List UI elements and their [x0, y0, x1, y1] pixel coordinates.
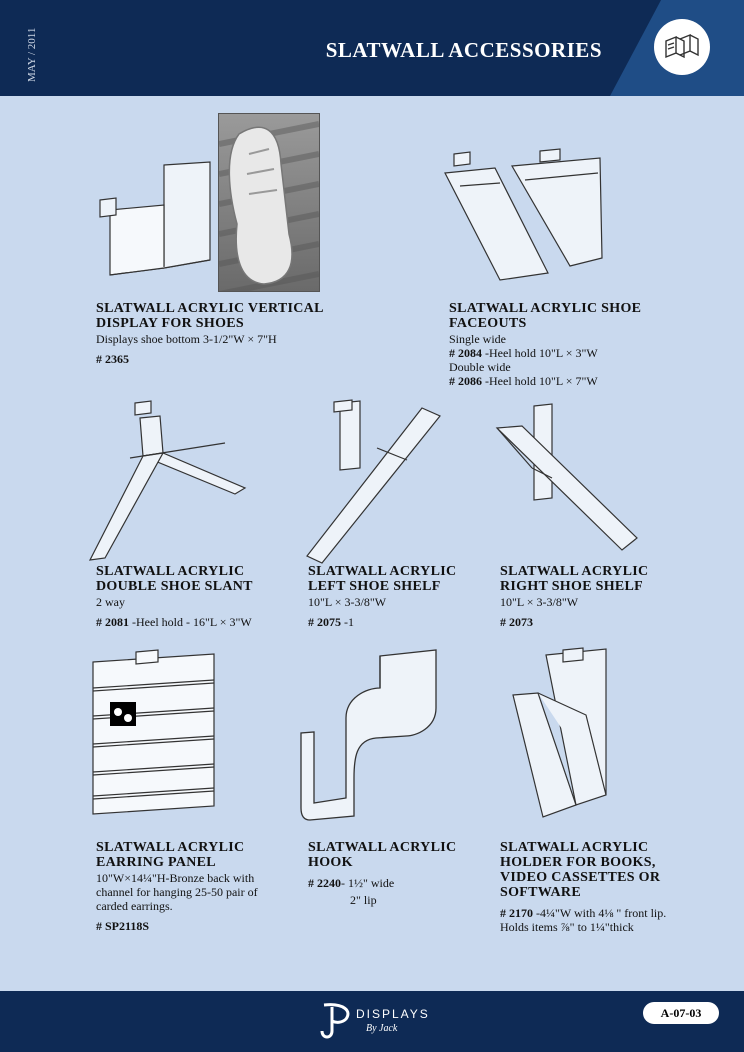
product-title: SLATWALL ACRYLIC SHOE	[449, 301, 642, 316]
product-desc: 10"L × 3-3/8"W	[308, 595, 387, 609]
vertical-display-illustration	[92, 160, 222, 280]
page-header	[0, 0, 744, 96]
product-title: HOOK	[308, 855, 353, 870]
page-footer	[0, 991, 744, 1052]
hook-illustration	[296, 648, 444, 826]
product-title: LEFT SHOE SHELF	[308, 579, 441, 594]
product-title: DISPLAY FOR SHOES	[96, 316, 244, 331]
page-number: A-07-03	[643, 1002, 719, 1024]
product-title: SLATWALL ACRYLIC	[308, 840, 457, 855]
product-title: FACEOUTS	[449, 316, 527, 331]
slatwall-icon	[654, 19, 710, 75]
product-code: # SP2118S	[96, 919, 150, 933]
earring-panel-illustration	[88, 648, 220, 818]
right-shoe-shelf-illustration	[492, 398, 642, 566]
product-code: # 2084	[449, 346, 482, 360]
issue-date: MAY / 2011	[26, 27, 38, 82]
product-code: # 2240	[308, 876, 341, 890]
product-desc: Double wide	[449, 360, 511, 374]
product-code: # 2073	[500, 615, 533, 629]
product-title: SLATWALL ACRYLIC	[500, 564, 649, 579]
product-spec: Holds items ⅞" to 1¼"thick	[500, 920, 634, 934]
product-desc: Single wide	[449, 332, 506, 346]
product-desc: Displays shoe bottom 3-1/2"W × 7"H	[96, 332, 277, 346]
earring-panel-caption	[96, 840, 258, 933]
product-title: EARRING PANEL	[96, 855, 216, 870]
product-title: RIGHT SHOE SHELF	[500, 579, 644, 594]
brand-tagline: By Jack	[366, 1023, 398, 1034]
shoe-faceouts-caption	[449, 301, 641, 388]
brand-mark-icon	[316, 1001, 356, 1043]
product-title: HOLDER FOR BOOKS,	[500, 855, 656, 870]
product-spec: -Heel hold 10"L × 3"W	[482, 346, 598, 360]
brand-name: DISPLAYS	[356, 1007, 430, 1021]
product-code: # 2081	[96, 615, 129, 629]
page-title: SLATWALL ACCESSORIES	[325, 38, 602, 62]
product-title: SLATWALL ACRYLIC	[96, 840, 245, 855]
double-shoe-slant-caption	[96, 564, 253, 629]
product-desc: channel for hanging 25-50 pair of	[96, 885, 258, 899]
hook-caption	[308, 840, 456, 907]
product-title: SLATWALL ACRYLIC VERTICAL	[96, 301, 324, 316]
double-shoe-slant-illustration	[85, 398, 250, 566]
shoe-photo	[218, 113, 320, 292]
left-shoe-shelf-caption	[308, 564, 456, 629]
product-spec: - 1½" wide	[341, 876, 395, 890]
product-spec: -Heel hold 10"L × 7"W	[482, 374, 598, 388]
product-title: SLATWALL ACRYLIC	[96, 564, 245, 579]
product-spec: -4¼"W with 4⅛ " front lip.	[533, 906, 667, 920]
brand-logo	[316, 1001, 428, 1043]
product-code: # 2170	[500, 906, 533, 920]
product-desc: 10"L × 3-3/8"W	[500, 595, 579, 609]
product-spec: 2" lip	[350, 893, 377, 907]
vertical-display-caption	[96, 301, 324, 366]
shoe-faceouts-illustration	[440, 148, 610, 288]
left-shoe-shelf-illustration	[302, 398, 442, 566]
product-desc: 10"W×14¼"H-Bronze back with	[96, 871, 255, 885]
product-code: # 2075	[308, 615, 341, 629]
product-code: # 2365	[96, 352, 129, 366]
product-title: SLATWALL ACRYLIC	[500, 840, 649, 855]
media-holder-illustration	[508, 645, 610, 825]
right-shoe-shelf-caption	[500, 564, 648, 629]
product-title: SLATWALL ACRYLIC	[308, 564, 457, 579]
product-title: DOUBLE SHOE SLANT	[96, 579, 253, 594]
product-code: # 2086	[449, 374, 482, 388]
product-spec: -1	[341, 615, 354, 629]
media-holder-caption	[500, 840, 666, 934]
product-title: VIDEO CASSETTES OR	[500, 870, 661, 885]
product-desc: carded earrings.	[96, 899, 173, 913]
product-desc: 2 way	[96, 595, 125, 609]
product-spec: -Heel hold - 16"L × 3"W	[129, 615, 252, 629]
product-title: SOFTWARE	[500, 885, 581, 900]
